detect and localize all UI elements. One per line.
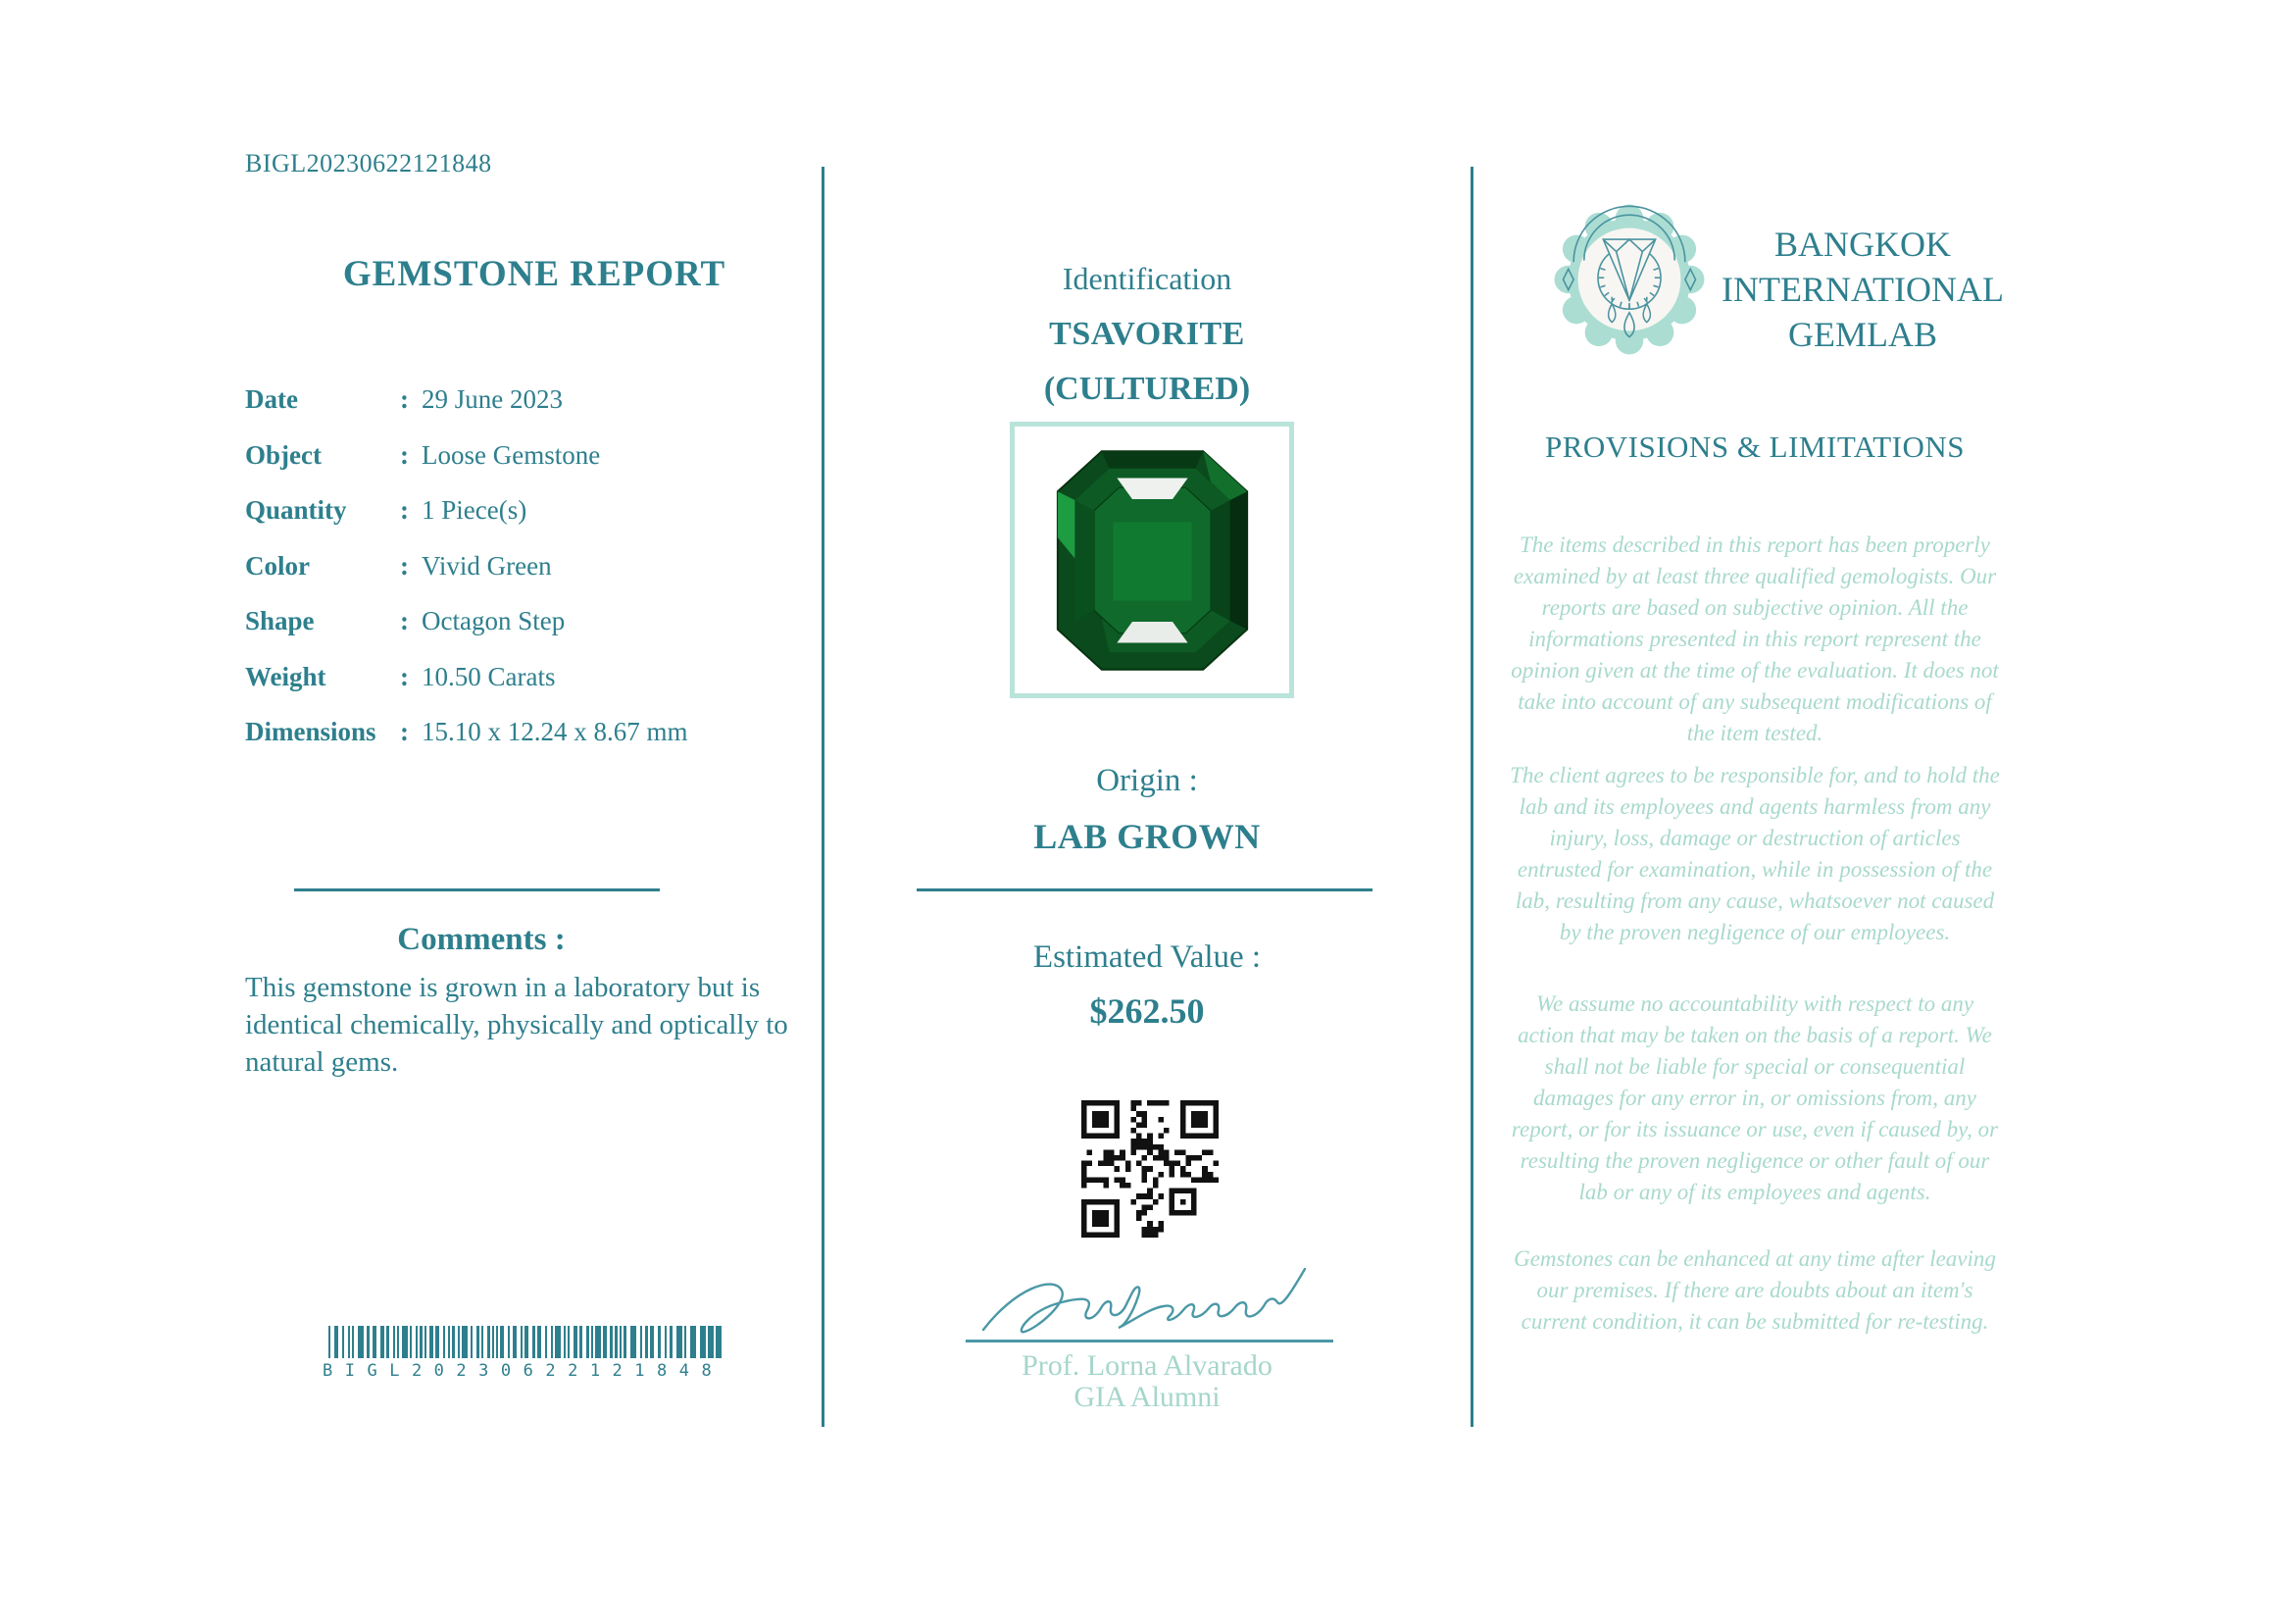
- field-weight: [245, 662, 824, 718]
- field-label: Quantity: [245, 495, 347, 525]
- lab-name: [1686, 222, 2039, 357]
- barcode: [328, 1326, 725, 1358]
- estimated-value: $262.50: [1089, 991, 1205, 1031]
- field-value: Vivid Green: [422, 550, 552, 581]
- field-object: [245, 440, 824, 496]
- lab-name-line: BANGKOK: [1774, 225, 1951, 264]
- comments-divider: [294, 888, 660, 891]
- identification-label: Identification: [1062, 261, 1232, 296]
- field-colon: :: [400, 550, 409, 581]
- field-value: Loose Gemstone: [422, 439, 601, 470]
- field-label: Dimensions: [245, 717, 376, 746]
- origin-value: LAB GROWN: [1033, 817, 1261, 856]
- qr-code: [1081, 1100, 1219, 1238]
- comments-text: This gemstone is grown in a laboratory but is identical chemically, physically and optically to natural gems.: [245, 972, 788, 1078]
- field-value: 15.10 x 12.24 x 8.67 mm: [422, 717, 688, 746]
- field-color: [245, 551, 824, 607]
- field-quantity: [245, 495, 824, 551]
- gemlab-logo: [1551, 201, 1708, 358]
- field-colon: :: [400, 384, 409, 414]
- field-label: Color: [245, 550, 310, 581]
- comments-heading: Comments :: [397, 922, 566, 957]
- signature-divider: [966, 1340, 1333, 1342]
- barcode-text: BIGL20230622121848: [323, 1361, 724, 1381]
- field-label: Shape: [245, 606, 315, 635]
- value-divider: [917, 888, 1373, 891]
- field-label: Date: [245, 384, 298, 414]
- field-colon: :: [400, 495, 409, 525]
- provisions-paragraph: The client agrees to be responsible for, and to hold the lab and its employees and agents harmless from any injury, loss, damage or destruction of articles entrusted for examination, while in possession of the lab, resulting from any cause, whatsoever not caused by the proven negligence of our employees.: [1510, 763, 2000, 944]
- gem-details-table: [245, 384, 824, 773]
- provisions-paragraph: We assume no accountability with respect to any action that may be taken on the basis of a report. We shall not be liable for special or consequential damages for any error in, or omissions from, any report, or for its issuance or use, even if caused by, or resulting the proven negligence or other fault of our lab or any of its employees and agents.: [1511, 991, 1999, 1204]
- field-value: 10.50 Carats: [422, 661, 556, 691]
- signatory-name: Prof. Lorna Alvarado: [1022, 1349, 1273, 1382]
- field-colon: :: [400, 606, 409, 635]
- field-label: Weight: [245, 661, 326, 691]
- field-value: 1 Piece(s): [422, 495, 527, 525]
- page-title: GEMSTONE REPORT: [342, 254, 726, 294]
- field-colon: :: [400, 661, 409, 691]
- estimated-value-label: Estimated Value :: [1032, 939, 1262, 975]
- provisions-heading: PROVISIONS & LIMITATIONS: [1544, 430, 1966, 464]
- identification-variant: (CULTURED): [1043, 371, 1251, 407]
- report-number: BIGL20230622121848: [245, 149, 492, 177]
- field-shape: [245, 606, 824, 662]
- field-colon: :: [400, 439, 409, 470]
- column-divider-right: [1471, 167, 1473, 1427]
- field-label: Object: [245, 439, 322, 470]
- signatory-title: GIA Alumni: [1073, 1381, 1221, 1413]
- field-dimensions: [245, 717, 824, 773]
- field-colon: :: [400, 717, 409, 746]
- field-date: [245, 384, 824, 440]
- signature: [975, 1263, 1328, 1345]
- provisions-paragraph: The items described in this report has been properly examined by at least three qualified gemologists. Our reports are based on subjective opinion. All the informations presented in this report represent the opinion given at the time of the evaluation. It does not take into account of any subsequent modifications of the item tested.: [1511, 532, 1999, 745]
- lab-name-line: GEMLAB: [1788, 315, 1937, 354]
- identification-name: TSAVORITE: [1049, 316, 1245, 352]
- field-value: Octagon Step: [422, 606, 566, 635]
- origin-label: Origin :: [1096, 763, 1198, 798]
- provisions-paragraph: Gemstones can be enhanced at any time after leaving our premises. If there are doubts about an item's current condition, it can be submitted for re-testing.: [1514, 1246, 1996, 1334]
- lab-name-line: INTERNATIONAL: [1722, 270, 2004, 309]
- gem-photo: [1052, 445, 1253, 676]
- gem-photo-frame: [1010, 422, 1294, 698]
- field-value: 29 June 2023: [422, 384, 563, 414]
